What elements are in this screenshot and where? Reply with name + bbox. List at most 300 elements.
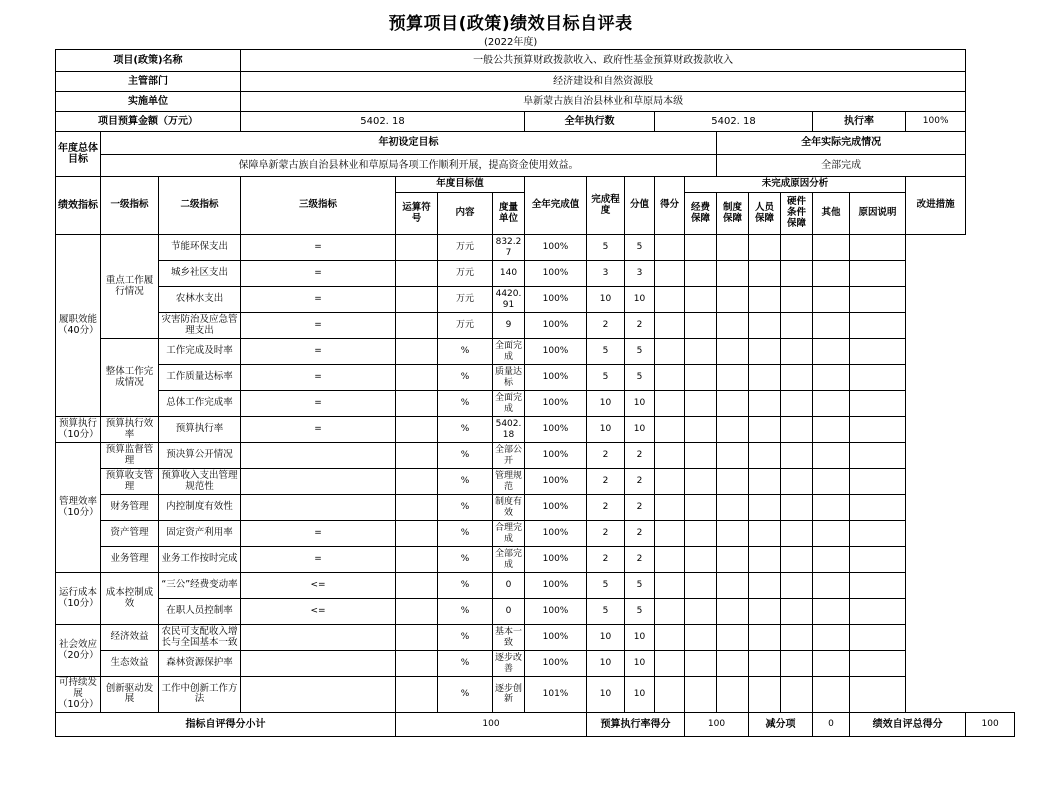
- score-cell: 5: [625, 365, 655, 391]
- personnel-guarantee-cell: [717, 625, 749, 651]
- unit-cell: 万元: [438, 261, 493, 287]
- funding-guarantee-cell: [655, 339, 685, 365]
- point-value-cell: 5: [587, 235, 625, 261]
- header-personnel-guarantee: 人员保障: [749, 193, 781, 235]
- overall-target-row-label-text: 年度总体目标: [58, 142, 98, 166]
- other-cell: [781, 443, 813, 469]
- system-guarantee-cell: [685, 495, 717, 521]
- hardware-guarantee-cell: [749, 443, 781, 469]
- level2-indicator-cell: 创新驱动发展: [101, 677, 159, 713]
- annual-done-value-cell: 全面完成: [493, 391, 525, 417]
- hardware-guarantee-cell: [749, 495, 781, 521]
- operator-cell: =: [241, 391, 396, 417]
- hardware-guarantee-cell: [749, 625, 781, 651]
- system-guarantee-cell: [685, 261, 717, 287]
- other-cell: [781, 313, 813, 339]
- header-hardware-guarantee: 硬件条件保障: [781, 193, 813, 235]
- hardware-guarantee-cell: [749, 547, 781, 573]
- reason-note-cell: [813, 391, 850, 417]
- improvement-cell: [850, 625, 906, 651]
- annual-done-value-cell: 全面完成: [493, 339, 525, 365]
- point-value-cell: 2: [587, 495, 625, 521]
- funding-guarantee-cell: [655, 599, 685, 625]
- level2-indicator-cell: 重点工作履行情况: [101, 235, 159, 339]
- personnel-guarantee-cell: [717, 391, 749, 417]
- project-name-value: 一般公共预算财政拨款收入、政府性基金预算财政拨款收入: [241, 50, 966, 72]
- header-unfinished-analysis: 未完成原因分析: [685, 177, 906, 193]
- unit-cell: %: [438, 625, 493, 651]
- reason-note-cell: [813, 495, 850, 521]
- funding-guarantee-cell: [655, 365, 685, 391]
- score-cell: 2: [625, 443, 655, 469]
- performance-indicator-label: 绩效指标: [56, 177, 101, 235]
- unit-value: 阜新蒙古族自治县林业和草原局本级: [241, 92, 966, 112]
- improvement-cell: [850, 495, 906, 521]
- score-cell: 10: [625, 677, 655, 713]
- overall-target-header-row: [56, 132, 1015, 155]
- personnel-guarantee-cell: [717, 677, 749, 713]
- unit-cell: %: [438, 443, 493, 469]
- deduction-value: 0: [813, 712, 850, 736]
- point-value-cell: 2: [587, 469, 625, 495]
- table-row: [56, 469, 1015, 495]
- level3-indicator-cell: 森林资源保护率: [159, 651, 241, 677]
- other-cell: [781, 495, 813, 521]
- other-cell: [781, 547, 813, 573]
- table-row: [56, 443, 1015, 469]
- dept-value: 经济建设和自然资源股: [241, 72, 966, 92]
- level1-indicator-name: 运行成本: [58, 586, 97, 598]
- level2-indicator-cell: 成本控制成效: [101, 573, 159, 625]
- operator-cell: <=: [241, 599, 396, 625]
- unit-label: 实施单位: [56, 92, 241, 112]
- operator-cell: =: [241, 287, 396, 313]
- overall-target-content-row: [56, 155, 1015, 177]
- improvement-cell: [850, 547, 906, 573]
- unit-cell: %: [438, 599, 493, 625]
- reason-note-cell: [813, 651, 850, 677]
- operator-cell: <=: [241, 573, 396, 599]
- level1-indicator-cell: [56, 573, 101, 625]
- score-cell: 2: [625, 313, 655, 339]
- level3-indicator-cell: 工作质量达标率: [159, 365, 241, 391]
- funding-guarantee-cell: [655, 391, 685, 417]
- point-value-cell: 2: [587, 443, 625, 469]
- annual-done-value-cell: 全部完成: [493, 547, 525, 573]
- execution-rate-label: 执行率: [813, 112, 906, 132]
- annual-done-value-cell: 逐步改善: [493, 651, 525, 677]
- funding-guarantee-cell: [655, 521, 685, 547]
- level1-indicator-cell: [56, 625, 101, 677]
- funding-guarantee-cell: [655, 547, 685, 573]
- annual-done-value-cell: 制度有效: [493, 495, 525, 521]
- operator-cell: =: [241, 339, 396, 365]
- funding-guarantee-cell: [655, 495, 685, 521]
- hardware-guarantee-cell: [749, 365, 781, 391]
- score-cell: 5: [625, 573, 655, 599]
- level2-indicator-cell: 财务管理: [101, 495, 159, 521]
- score-cell: 2: [625, 469, 655, 495]
- operator-cell: =: [241, 417, 396, 443]
- completion-degree-cell: 100%: [525, 599, 587, 625]
- completion-degree-cell: 100%: [525, 547, 587, 573]
- level3-indicator-cell: 预算执行率: [159, 417, 241, 443]
- level1-indicator-points: （10分）: [58, 428, 99, 440]
- level3-indicator-cell: 工作完成及时率: [159, 339, 241, 365]
- level1-indicator-name: 社会效应: [58, 638, 97, 650]
- operator-cell: [241, 651, 396, 677]
- table-row: [56, 261, 1015, 287]
- unit-cell: 万元: [438, 313, 493, 339]
- completion-degree-cell: 100%: [525, 339, 587, 365]
- level3-indicator-cell: 内控制度有效性: [159, 495, 241, 521]
- personnel-guarantee-cell: [717, 235, 749, 261]
- system-guarantee-cell: [685, 365, 717, 391]
- score-cell: 5: [625, 235, 655, 261]
- deduction-label: 减分项: [749, 712, 813, 736]
- system-guarantee-cell: [685, 443, 717, 469]
- target-content-cell: [396, 287, 438, 313]
- execution-rate-value: 100%: [906, 112, 966, 132]
- hardware-guarantee-cell: [749, 469, 781, 495]
- project-name-label: 项目(政策)名称: [56, 50, 241, 72]
- point-value-cell: 3: [587, 261, 625, 287]
- budget-row: [56, 112, 1015, 132]
- other-cell: [781, 287, 813, 313]
- form-table: [55, 14, 1015, 737]
- header-level1: 一级指标: [101, 177, 159, 235]
- level1-indicator-cell: [56, 417, 101, 443]
- hardware-guarantee-cell: [749, 521, 781, 547]
- level2-indicator-cell: 预算收支管理: [101, 469, 159, 495]
- point-value-cell: 5: [587, 339, 625, 365]
- dept-row: [56, 72, 1015, 92]
- annual-done-value-cell: 4420.91: [493, 287, 525, 313]
- annual-done-value-cell: 0: [493, 599, 525, 625]
- improvement-cell: [850, 235, 906, 261]
- level1-indicator-cell: [56, 677, 101, 713]
- subtitle-row: [56, 36, 1015, 50]
- system-guarantee-cell: [685, 417, 717, 443]
- header-point-value: 分值: [625, 177, 655, 235]
- hardware-guarantee-cell: [749, 313, 781, 339]
- system-guarantee-cell: [685, 547, 717, 573]
- personnel-guarantee-cell: [717, 495, 749, 521]
- header-annual-target-value: 年度目标值: [396, 177, 525, 193]
- personnel-guarantee-cell: [717, 339, 749, 365]
- annual-done-value-cell: 5402. 18: [493, 417, 525, 443]
- header-reason-note: 原因说明: [850, 193, 906, 235]
- annual-done-value-cell: 全部公开: [493, 443, 525, 469]
- target-content-cell: [396, 339, 438, 365]
- personnel-guarantee-cell: [717, 443, 749, 469]
- system-guarantee-cell: [685, 599, 717, 625]
- system-guarantee-cell: [685, 339, 717, 365]
- operator-cell: =: [241, 313, 396, 339]
- dept-label: 主管部门: [56, 72, 241, 92]
- unit-cell: %: [438, 521, 493, 547]
- system-guarantee-cell: [685, 677, 717, 713]
- indicator-header-row-1: [56, 177, 1015, 193]
- unit-cell: %: [438, 495, 493, 521]
- system-guarantee-cell: [685, 235, 717, 261]
- point-value-cell: 2: [587, 547, 625, 573]
- unit-cell: %: [438, 573, 493, 599]
- point-value-cell: 5: [587, 365, 625, 391]
- level1-indicator-name: 履职效能: [58, 313, 97, 325]
- point-value-cell: 10: [587, 417, 625, 443]
- other-cell: [781, 521, 813, 547]
- improvement-cell: [850, 391, 906, 417]
- table-row: [56, 573, 1015, 599]
- level3-indicator-cell: 预算收入支出管理规范性: [159, 469, 241, 495]
- unit-cell: 万元: [438, 235, 493, 261]
- self-evaluation-form: [55, 14, 1015, 737]
- personnel-guarantee-cell: [717, 261, 749, 287]
- improvement-cell: [850, 469, 906, 495]
- unit-cell: %: [438, 677, 493, 713]
- personnel-guarantee-cell: [717, 521, 749, 547]
- annual-done-value-cell: 832.27: [493, 235, 525, 261]
- header-improvement: 改进措施: [906, 177, 966, 235]
- level2-indicator-cell: 整体工作完成情况: [101, 339, 159, 417]
- title-row: [56, 14, 1015, 36]
- level2-indicator-cell: 业务管理: [101, 547, 159, 573]
- exec-score-value: 100: [685, 712, 749, 736]
- improvement-cell: [850, 651, 906, 677]
- execution-label: 全年执行数: [525, 112, 655, 132]
- reason-note-cell: [813, 677, 850, 713]
- level1-indicator-cell: [56, 235, 101, 417]
- funding-guarantee-cell: [655, 261, 685, 287]
- operator-cell: =: [241, 547, 396, 573]
- target-content-cell: [396, 521, 438, 547]
- reason-note-cell: [813, 547, 850, 573]
- target-content-cell: [396, 313, 438, 339]
- target-content-cell: [396, 651, 438, 677]
- unit-row: [56, 92, 1015, 112]
- completion-degree-cell: 100%: [525, 417, 587, 443]
- hardware-guarantee-cell: [749, 599, 781, 625]
- budget-label: 项目预算金额（万元）: [56, 112, 241, 132]
- improvement-cell: [850, 339, 906, 365]
- operator-cell: [241, 443, 396, 469]
- reason-note-cell: [813, 417, 850, 443]
- table-row: [56, 521, 1015, 547]
- funding-guarantee-cell: [655, 235, 685, 261]
- personnel-guarantee-cell: [717, 599, 749, 625]
- improvement-cell: [850, 417, 906, 443]
- improvement-cell: [850, 573, 906, 599]
- target-content-cell: [396, 599, 438, 625]
- level1-indicator-points: （40分）: [58, 324, 99, 336]
- personnel-guarantee-cell: [717, 547, 749, 573]
- page-subtitle: (2022年度): [484, 36, 538, 48]
- level1-indicator-points: （10分）: [58, 698, 99, 710]
- level1-indicator-cell: [56, 443, 101, 573]
- score-cell: 10: [625, 287, 655, 313]
- header-system-guarantee: 制度保障: [717, 193, 749, 235]
- other-cell: [781, 677, 813, 713]
- page-title: 预算项目(政策)绩效目标自评表: [388, 14, 633, 34]
- reason-note-cell: [813, 313, 850, 339]
- target-content-cell: [396, 495, 438, 521]
- level3-indicator-cell: 总体工作完成率: [159, 391, 241, 417]
- other-cell: [781, 469, 813, 495]
- table-row: [56, 547, 1015, 573]
- unit-cell: %: [438, 469, 493, 495]
- system-guarantee-cell: [685, 625, 717, 651]
- funding-guarantee-cell: [655, 677, 685, 713]
- level3-indicator-cell: 工作中创新工作方法: [159, 677, 241, 713]
- table-row: [56, 495, 1015, 521]
- operator-cell: [241, 677, 396, 713]
- funding-guarantee-cell: [655, 313, 685, 339]
- unit-cell: %: [438, 547, 493, 573]
- other-cell: [781, 651, 813, 677]
- target-content-cell: [396, 469, 438, 495]
- project-name-row: [56, 50, 1015, 72]
- header-unit: 度量单位: [493, 193, 525, 235]
- improvement-cell: [850, 599, 906, 625]
- target-content-cell: [396, 547, 438, 573]
- header-completion-degree: 完成程度: [587, 177, 625, 235]
- level3-indicator-cell: 农民可支配收入增长与全国基本一致: [159, 625, 241, 651]
- actual-completion-text: 全部完成: [717, 155, 966, 177]
- level2-indicator-cell: 经济效益: [101, 625, 159, 651]
- level2-indicator-cell: 预算监督管理: [101, 443, 159, 469]
- operator-cell: [241, 469, 396, 495]
- other-cell: [781, 261, 813, 287]
- funding-guarantee-cell: [655, 625, 685, 651]
- reason-note-cell: [813, 469, 850, 495]
- hardware-guarantee-cell: [749, 677, 781, 713]
- annual-done-value-cell: 质量达标: [493, 365, 525, 391]
- reason-note-cell: [813, 235, 850, 261]
- table-row: [56, 599, 1015, 625]
- personnel-guarantee-cell: [717, 313, 749, 339]
- system-guarantee-cell: [685, 391, 717, 417]
- completion-degree-cell: 100%: [525, 469, 587, 495]
- level1-indicator-points: （10分）: [58, 506, 99, 518]
- funding-guarantee-cell: [655, 651, 685, 677]
- table-row: [56, 287, 1015, 313]
- unit-cell: %: [438, 365, 493, 391]
- annual-done-value-cell: 基本一致: [493, 625, 525, 651]
- annual-done-value-cell: 管理规范: [493, 469, 525, 495]
- header-score: 得分: [655, 177, 685, 235]
- header-level2: 二级指标: [159, 177, 241, 235]
- completion-degree-cell: 100%: [525, 443, 587, 469]
- reason-note-cell: [813, 599, 850, 625]
- point-value-cell: 2: [587, 521, 625, 547]
- funding-guarantee-cell: [655, 443, 685, 469]
- table-row: [56, 625, 1015, 651]
- header-other: 其他: [813, 193, 850, 235]
- subtotal-value: 100: [396, 712, 587, 736]
- hardware-guarantee-cell: [749, 235, 781, 261]
- score-cell: 10: [625, 417, 655, 443]
- budget-value: 5402. 18: [241, 112, 525, 132]
- header-content: 内容: [438, 193, 493, 235]
- reason-note-cell: [813, 625, 850, 651]
- table-row: [56, 677, 1015, 713]
- operator-cell: [241, 625, 396, 651]
- subtotal-label: 指标自评得分小计: [56, 712, 396, 736]
- completion-degree-cell: 100%: [525, 287, 587, 313]
- other-cell: [781, 235, 813, 261]
- table-row: [56, 417, 1015, 443]
- funding-guarantee-cell: [655, 417, 685, 443]
- level1-indicator-name: 预算执行: [58, 417, 97, 429]
- completion-degree-cell: 100%: [525, 391, 587, 417]
- point-value-cell: 5: [587, 573, 625, 599]
- level2-indicator-cell: 预算执行效率: [101, 417, 159, 443]
- improvement-cell: [850, 677, 906, 713]
- header-level3: 三级指标: [241, 177, 396, 235]
- table-row: [56, 391, 1015, 417]
- improvement-cell: [850, 261, 906, 287]
- table-row: [56, 651, 1015, 677]
- annual-done-value-cell: 140: [493, 261, 525, 287]
- system-guarantee-cell: [685, 573, 717, 599]
- annual-done-value-cell: 9: [493, 313, 525, 339]
- level3-indicator-cell: 灾害防治及应急管理支出: [159, 313, 241, 339]
- point-value-cell: 10: [587, 287, 625, 313]
- completion-degree-cell: 101%: [525, 677, 587, 713]
- table-row: [56, 313, 1015, 339]
- system-guarantee-cell: [685, 469, 717, 495]
- other-cell: [781, 365, 813, 391]
- level3-indicator-cell: 节能环保支出: [159, 235, 241, 261]
- other-cell: [781, 625, 813, 651]
- improvement-cell: [850, 443, 906, 469]
- improvement-cell: [850, 313, 906, 339]
- operator-cell: =: [241, 261, 396, 287]
- level3-indicator-cell: 在职人员控制率: [159, 599, 241, 625]
- score-cell: 5: [625, 339, 655, 365]
- reason-note-cell: [813, 573, 850, 599]
- level3-indicator-cell: 业务工作按时完成: [159, 547, 241, 573]
- footer-summary-row: [56, 712, 1015, 736]
- target-content-cell: [396, 365, 438, 391]
- table-row: [56, 235, 1015, 261]
- annual-done-value-cell: 0: [493, 573, 525, 599]
- other-cell: [781, 599, 813, 625]
- score-cell: 3: [625, 261, 655, 287]
- execution-value: 5402. 18: [655, 112, 813, 132]
- point-value-cell: 5: [587, 599, 625, 625]
- completion-degree-cell: 100%: [525, 651, 587, 677]
- other-cell: [781, 573, 813, 599]
- operator-cell: =: [241, 365, 396, 391]
- annual-done-value-cell: 合理完成: [493, 521, 525, 547]
- score-cell: 10: [625, 651, 655, 677]
- unit-cell: %: [438, 391, 493, 417]
- hardware-guarantee-cell: [749, 651, 781, 677]
- level3-indicator-cell: 固定资产利用率: [159, 521, 241, 547]
- score-cell: 2: [625, 547, 655, 573]
- score-cell: 2: [625, 521, 655, 547]
- hardware-guarantee-cell: [749, 573, 781, 599]
- operator-cell: =: [241, 235, 396, 261]
- total-score-label: 绩效自评总得分: [850, 712, 966, 736]
- target-content-cell: [396, 235, 438, 261]
- personnel-guarantee-cell: [717, 417, 749, 443]
- score-cell: 10: [625, 625, 655, 651]
- completion-degree-cell: 100%: [525, 365, 587, 391]
- header-annual-done-value: 全年完成值: [525, 177, 587, 235]
